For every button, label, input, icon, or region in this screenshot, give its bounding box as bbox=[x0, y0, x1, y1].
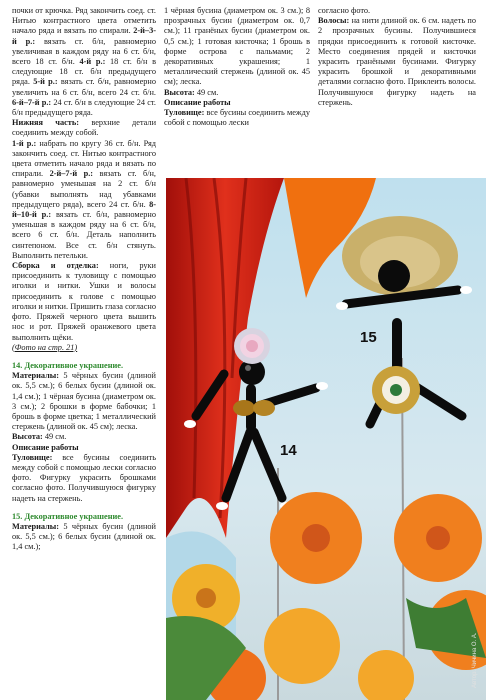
photo-credit: Автор: Чичина О. А. bbox=[472, 632, 478, 688]
section-heading-15: 15. Декоративное украшение. bbox=[12, 511, 124, 521]
height-15: Высота: 49 см. bbox=[164, 87, 219, 97]
text-column-left bbox=[12, 6, 156, 553]
text-column-middle bbox=[164, 6, 310, 128]
paragraph: 1 чёрная бусина (диаметром ок. 3 см.); 8 прозрачных бусин (диаметром ок. 0,7 см.); 11 гранёных бусин (диаметром ок. 0,5 см.); 1 готовая кисточка; 1 брошь в форме острова с пальмами; 2 декоративных украшения; 1 металлический стержень (длиной ок. 45 см); леска. bbox=[164, 6, 310, 87]
hair-paragraph: Волосы: на нити длиной ок. 6 см. надеть по 2 прозрачных бусины. Получившиеся прядки присоединить к готовой кисточке. Место соединения прядей и кисточки украсить гранёными бусинами. Фигурку украсить брошкой и декоративными деталями согласно фото. Приклеить волосы. Получившуюся фигурку надеть на стержень. bbox=[318, 16, 476, 107]
materials-14: Материалы: 5 чёрных бусин (длиной ок. 5,5 см.); 6 белых бусин (длиной ок. 1,4 см.); 1 чёрная бусина (диаметром ок. 3 см.); 2 брошки в форме бабочки; 1 брошь в форме цветка; 1 металлический стержень (длиной ок. 45 см); леска. bbox=[12, 371, 156, 432]
body-14: Туловище: все бусины соединить между собой с помощью лески согласно фото. Фигурку украсить брошками согласно фото. Получившуюся фигурку надеть на стержень. bbox=[12, 452, 157, 503]
text-column-right bbox=[318, 6, 476, 108]
paragraph: Сборка и отделка: ноги, руки присоединить к туловищу с помощью иголки и нитки. Ушки и волосы присоединить к голове с помощью иголки и нитки. Пришить глаза согласно фото. Пряжей черного цвета вышить нос и рот. Пряжей оранжевого цвета выполнить щёки. bbox=[12, 261, 156, 342]
figure-label-14: 14 bbox=[280, 442, 297, 459]
materials-15: Материалы: 5 чёрных бусин (длиной ок. 5,5 см.); 6 белых бусин (длиной ок. 1,4 см.); bbox=[12, 521, 156, 552]
work-heading-15: Описание работы bbox=[164, 97, 231, 107]
photo-reference: (Фото на стр. 21) bbox=[12, 342, 78, 352]
flower-brooch bbox=[234, 328, 270, 364]
paragraph: 1-й р.: набрать по кругу 36 ст. б/н. Ряд закончить соед. ст. Нитью контрастного цвета отметить начало ряда и вязать по спирали. 2-й–7-й р.: вязать ст. б/н, равномерно уменьшая на 2 ст. б/н (убавки выполнять над убавками предыдущего ряда), всего 24 ст. б/н. 8-й–10-й р.: вязать ст. б/н, равномерно уменьшая в каждом ряду на 6 ст. б/н, всего 6 ст. б/н. Деталь наполнить синтепоном. Все ст. б/н стянуть. Выполнить петельки. bbox=[12, 138, 157, 260]
paragraph: Нижняя часть: верхние детали соединить между собой. bbox=[12, 118, 157, 138]
paragraph: почки от крючка. Ряд закончить соед. ст. Нитью контрастного цвета отметить начало ряда и вязать по спирали. 2-й–3-й р.: вязать ст. б/н, равномерно увеличивая в каждом ряду на 6 ст. б/н, всего 18 ст. б/н. 4-й р.: 18 ст. б/н в следующие 18 ст. б/н предыдущего ряда. 5-й р.: вязать ст. б/н, равномерно увеличить на 6 ст. б/н, всего 24 ст. б/н. 6-й–7-й р.: 24 ст. б/н в следующие 24 ст. б/н предыдущего ряда. bbox=[12, 6, 157, 118]
craft-photo bbox=[166, 178, 486, 700]
island-brooch bbox=[372, 366, 420, 414]
figure-label-15: 15 bbox=[360, 329, 377, 346]
height-14: Высота: 49 см. bbox=[12, 432, 67, 442]
body-15: Туловище: все бусины соединить между собой с помощью лески bbox=[164, 108, 310, 128]
section-heading-14: 14. Декоративное украшение. bbox=[12, 360, 124, 370]
paragraph: согласно фото. bbox=[318, 6, 371, 15]
work-heading-14: Описание работы bbox=[12, 442, 79, 452]
